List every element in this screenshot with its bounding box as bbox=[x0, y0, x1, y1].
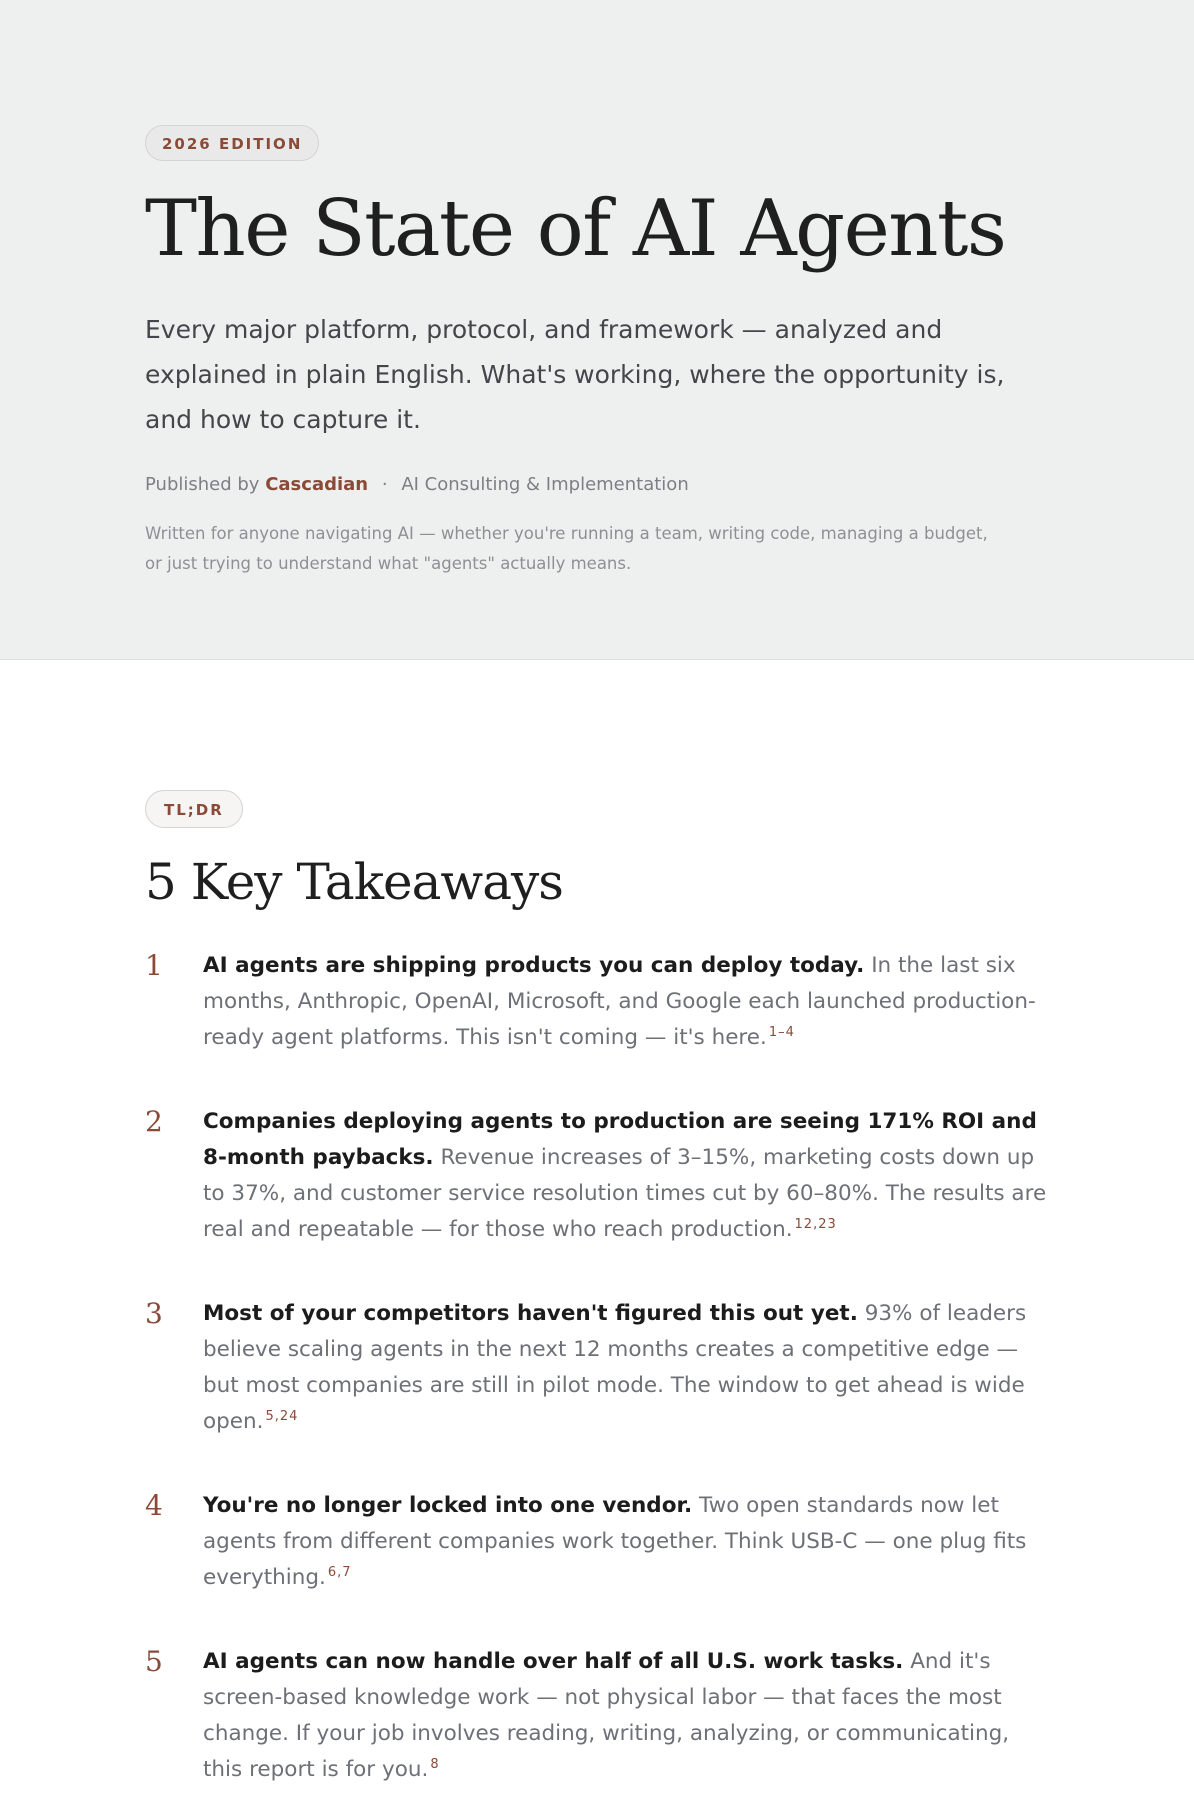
audience-note: Written for anyone navigating AI — whether you're running a team, writing code, managing a budget, or just trying to understand what "agents" actually means. bbox=[145, 524, 988, 573]
takeaway-body bbox=[203, 1644, 1049, 1788]
citation-ref[interactable]: 6,7 bbox=[327, 1565, 352, 1580]
takeaway-number: 3 bbox=[145, 1297, 163, 1330]
takeaway-number: 1 bbox=[145, 949, 163, 982]
byline-separator: · bbox=[381, 474, 388, 495]
citation-ref[interactable]: 12,23 bbox=[794, 1217, 837, 1232]
hero-section bbox=[0, 0, 1194, 660]
takeaway-body bbox=[203, 1296, 1049, 1440]
takeaway-text: Two open standards now let agents from different companies work together. Think USB-C — one plug fits everything. bbox=[203, 1493, 1027, 1590]
takeaway-item bbox=[145, 1488, 1049, 1596]
takeaway-lead: AI agents can now handle over half of all U.S. work tasks. bbox=[203, 1649, 904, 1674]
takeaway-body bbox=[203, 1104, 1049, 1248]
edition-badge: 2026 EDITION bbox=[145, 125, 319, 161]
tldr-badge: TL;DR bbox=[145, 790, 243, 828]
takeaway-lead: Companies deploying agents to production are seeing 171% ROI and 8-month paybacks. bbox=[203, 1109, 1037, 1170]
section-title: 5 Key Takeaways bbox=[145, 853, 563, 911]
citation-ref[interactable]: 8 bbox=[430, 1757, 440, 1772]
hero-lede: Every major platform, protocol, and framework — analyzed and explained in plain English. What's working, where the opportunity is, and how to capture it. bbox=[145, 315, 1005, 434]
takeaway-lead: You're no longer locked into one vendor. bbox=[203, 1493, 693, 1518]
takeaway-lead: Most of your competitors haven't figured this out yet. bbox=[203, 1301, 858, 1326]
takeaway-text: And it's screen-based knowledge work — not physical labor — that faces the most change. If your job involves reading, writing, analyzing, or communicating, this report is for you. bbox=[203, 1649, 1010, 1782]
takeaway-number: 5 bbox=[145, 1645, 163, 1678]
takeaway-item bbox=[145, 1104, 1049, 1248]
takeaway-text: In the last six months, Anthropic, OpenAI, Microsoft, and Google each launched production-ready agent platforms. This isn't coming — it's here. bbox=[203, 953, 1036, 1050]
page-title: The State of AI Agents bbox=[145, 184, 1006, 274]
takeaway-number: 4 bbox=[145, 1489, 163, 1522]
takeaways-section bbox=[0, 660, 1194, 1788]
publisher-link[interactable]: Cascadian bbox=[265, 474, 369, 495]
byline-prefix: Published by bbox=[145, 474, 260, 495]
takeaway-item bbox=[145, 948, 1049, 1056]
citation-ref[interactable]: 1–4 bbox=[768, 1025, 795, 1040]
takeaway-body bbox=[203, 948, 1049, 1056]
takeaway-lead: AI agents are shipping products you can deploy today. bbox=[203, 953, 865, 978]
takeaways-list bbox=[145, 948, 1049, 1788]
takeaway-item bbox=[145, 1644, 1049, 1788]
takeaway-text: Revenue increases of 3–15%, marketing costs down up to 37%, and customer service resolution times cut by 60–80%. The results are real and repeatable — for those who reach production. bbox=[203, 1145, 1047, 1242]
takeaway-text: 93% of leaders believe scaling agents in the next 12 months creates a competitive edge — but most companies are still in pilot mode. The window to get ahead is wide open. bbox=[203, 1301, 1027, 1434]
takeaway-body bbox=[203, 1488, 1049, 1596]
takeaway-number: 2 bbox=[145, 1105, 163, 1138]
byline bbox=[145, 474, 1049, 495]
takeaway-item bbox=[145, 1296, 1049, 1440]
citation-ref[interactable]: 5,24 bbox=[265, 1409, 299, 1424]
publisher-tagline: AI Consulting & Implementation bbox=[401, 474, 689, 495]
